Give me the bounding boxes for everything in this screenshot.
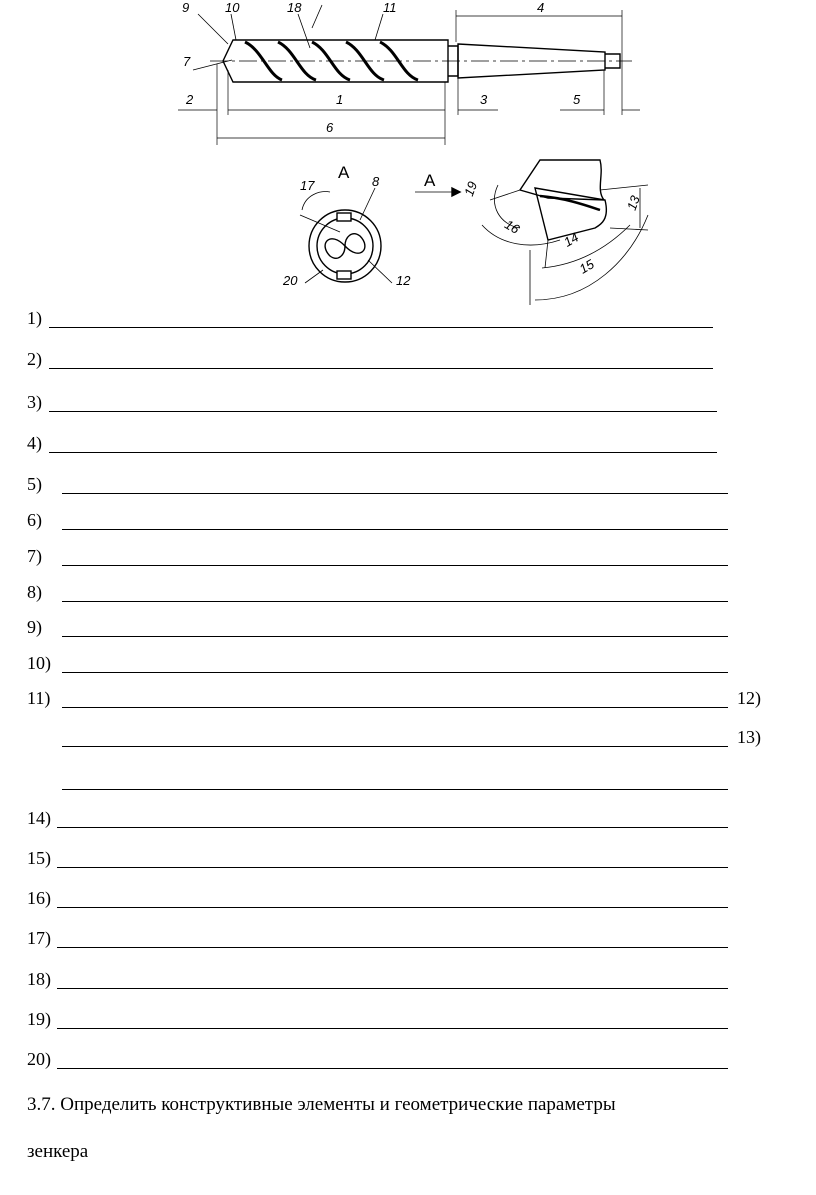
answer-rule bbox=[62, 746, 728, 747]
answer-rule bbox=[62, 672, 728, 673]
answer-line-4[interactable] bbox=[0, 430, 816, 458]
answer-rule bbox=[57, 867, 728, 868]
label-17: 17 bbox=[300, 178, 315, 193]
answer-rule bbox=[49, 411, 717, 412]
label-13: 13 bbox=[623, 193, 643, 213]
answer-rule bbox=[62, 529, 728, 530]
answer-line-19[interactable] bbox=[0, 1006, 816, 1034]
answer-line-14[interactable] bbox=[0, 805, 816, 833]
answer-label: 7) bbox=[27, 546, 42, 566]
label-2: 2 bbox=[186, 92, 194, 107]
section-title: A bbox=[338, 163, 350, 182]
tip-view-labels bbox=[424, 171, 643, 277]
answer-label: 6) bbox=[27, 510, 42, 530]
answer-rule bbox=[57, 907, 728, 908]
label-8: 8 bbox=[372, 174, 380, 189]
label-7: 7 bbox=[183, 54, 191, 69]
answer-right-label: 12) bbox=[737, 688, 761, 708]
answer-line-5[interactable] bbox=[0, 471, 816, 499]
label-10: 10 bbox=[225, 0, 240, 15]
label-16: 16 bbox=[502, 216, 523, 237]
answer-label: 15) bbox=[27, 848, 51, 868]
answer-label: 5) bbox=[27, 474, 42, 494]
answer-label: 18) bbox=[27, 969, 51, 989]
answer-rule bbox=[57, 827, 728, 828]
answer-label: 14) bbox=[27, 808, 51, 828]
answer-line-7[interactable] bbox=[0, 543, 816, 571]
answer-rule bbox=[62, 707, 728, 708]
label-1: 1 bbox=[336, 92, 344, 107]
answer-rule bbox=[62, 565, 728, 566]
label-20: 20 bbox=[283, 273, 298, 288]
section-view-labels bbox=[282, 163, 411, 288]
answer-line-18[interactable] bbox=[0, 966, 816, 994]
side-view-labels bbox=[182, 0, 581, 135]
task-text-line-2: зенкера bbox=[27, 1141, 89, 1162]
label-6: 6 bbox=[326, 120, 334, 135]
answer-line-1[interactable] bbox=[0, 305, 816, 333]
answer-rule bbox=[57, 947, 728, 948]
answer-label: 8) bbox=[27, 582, 42, 602]
answer-rule bbox=[57, 1028, 728, 1029]
countersink-drawing bbox=[0, 0, 816, 310]
answer-rule bbox=[49, 327, 713, 328]
answer-line-13[interactable] bbox=[0, 767, 816, 795]
answer-label: 11) bbox=[27, 688, 51, 708]
label-15: 15 bbox=[576, 256, 597, 277]
answer-line-8[interactable] bbox=[0, 579, 816, 607]
answer-label: 20) bbox=[27, 1049, 51, 1069]
label-19: 19 bbox=[461, 179, 481, 199]
answer-line-2[interactable] bbox=[0, 346, 816, 374]
answer-right-label: 13) bbox=[737, 727, 761, 747]
answer-rule bbox=[57, 1068, 728, 1069]
answer-label: 4) bbox=[27, 433, 42, 453]
answer-line-15[interactable] bbox=[0, 845, 816, 873]
answer-rule bbox=[62, 493, 728, 494]
answer-label: 17) bbox=[27, 928, 51, 948]
label-11: 11 bbox=[383, 0, 397, 15]
answer-label: 19) bbox=[27, 1009, 51, 1029]
label-4: 4 bbox=[537, 0, 545, 15]
answer-label: 9) bbox=[27, 617, 42, 637]
task-text-line-1: 3.7. Определить конструктивные элементы и геометрические параметры bbox=[27, 1094, 616, 1115]
answer-line-9[interactable] bbox=[0, 614, 816, 642]
answer-line-6[interactable] bbox=[0, 507, 816, 535]
answer-rule bbox=[49, 452, 717, 453]
answer-line-3[interactable] bbox=[0, 389, 816, 417]
tip-view bbox=[415, 160, 648, 305]
answer-line-20[interactable] bbox=[0, 1046, 816, 1074]
answer-label: 10) bbox=[27, 653, 51, 673]
label-14: 14 bbox=[561, 229, 582, 250]
answer-rule bbox=[57, 988, 728, 989]
answer-line-17[interactable] bbox=[0, 925, 816, 953]
label-3: 3 bbox=[480, 92, 488, 107]
label-12: 12 bbox=[396, 273, 411, 288]
tip-arrow-label: A bbox=[424, 171, 436, 190]
side-view bbox=[178, 5, 640, 145]
label-9: 9 bbox=[182, 0, 190, 15]
label-18: 18 bbox=[287, 0, 302, 15]
label-5: 5 bbox=[573, 92, 581, 107]
answer-line-16[interactable] bbox=[0, 885, 816, 913]
section-view bbox=[300, 188, 392, 283]
answer-line-12[interactable] bbox=[0, 724, 816, 752]
answer-rule bbox=[62, 601, 728, 602]
answer-label: 2) bbox=[27, 349, 42, 369]
answer-label: 3) bbox=[27, 392, 42, 412]
answer-label: 1) bbox=[27, 308, 42, 328]
answer-label: 16) bbox=[27, 888, 51, 908]
answer-rule bbox=[49, 368, 713, 369]
answer-rule bbox=[62, 789, 728, 790]
answer-line-10[interactable] bbox=[0, 650, 816, 678]
answer-rule bbox=[62, 636, 728, 637]
answer-line-11[interactable] bbox=[0, 685, 816, 713]
